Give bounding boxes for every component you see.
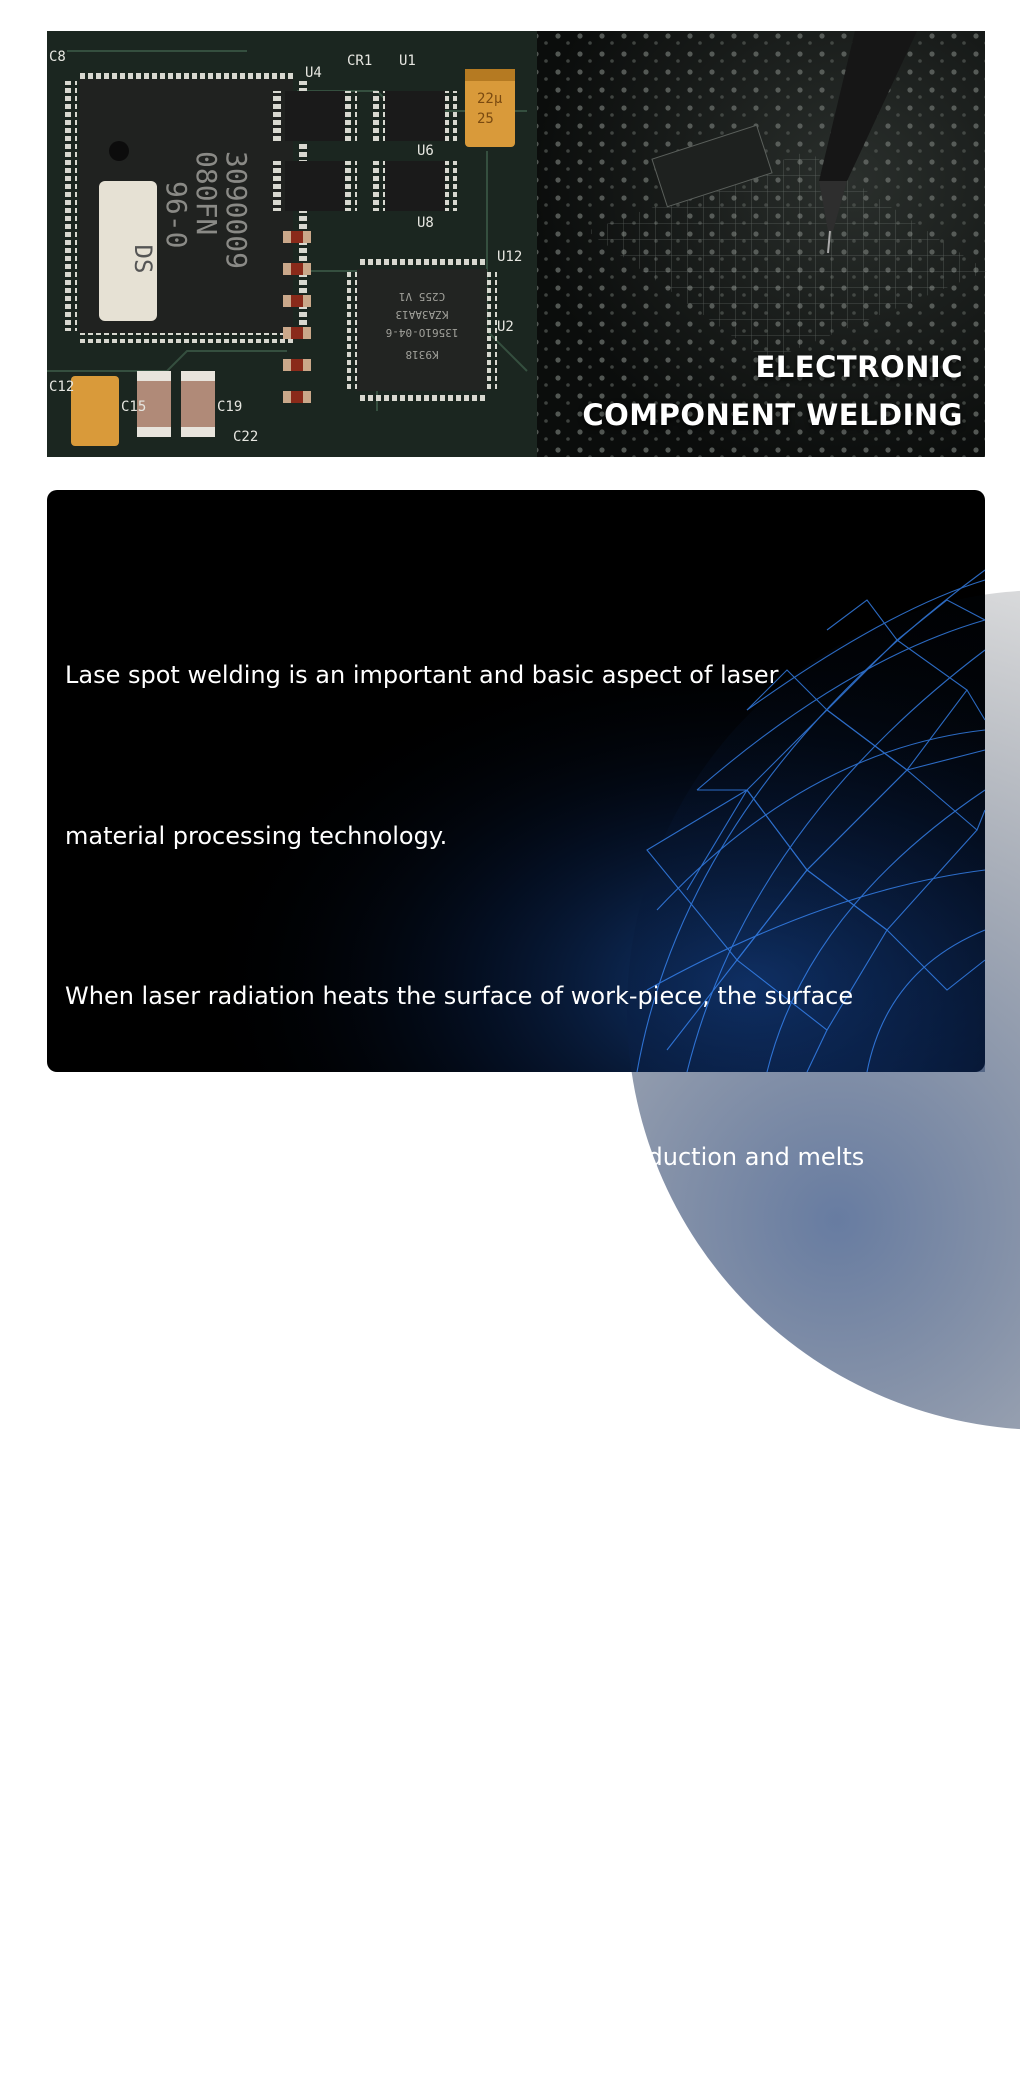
capacitor-label-1: 22μ xyxy=(477,91,503,107)
info-line-3: When laser radiation heats the surface of work-piece, the surface xyxy=(65,982,854,1010)
banner-title-line-1: ELECTRONIC xyxy=(755,350,963,384)
ref-cr1: CR1 xyxy=(347,53,373,69)
info-line-8: Because of this unique feature, it is widely used for spot welding, xyxy=(65,1784,851,1813)
info-line-5: the work piece by controlling the duration, energy, xyxy=(65,1303,684,1331)
ref-u4: U4 xyxy=(305,65,322,81)
qfp-label-1: C255 V1 xyxy=(398,290,446,303)
banner-title xyxy=(582,343,963,439)
info-line-2: material processing technology. xyxy=(65,821,448,850)
ref-u8: U8 xyxy=(417,215,434,231)
banner-title-line-2: COMPONENT WELDING xyxy=(582,398,963,432)
ref-c15: C15 xyxy=(121,399,147,415)
info-line-6: peak power and repeating frequency of laser pulse to form xyxy=(65,1463,774,1492)
qfp-label-2: KZA3AA13 xyxy=(395,308,449,321)
ref-c12: C12 xyxy=(49,379,75,395)
chip-sticker-text: DS xyxy=(129,244,157,274)
ref-u1: U1 xyxy=(399,53,416,69)
info-paragraph xyxy=(65,542,965,2094)
ref-c8: C8 xyxy=(49,49,66,65)
info-line-9: perforating, repairing, retipping and xyxy=(65,1945,498,1973)
ref-u6: U6 xyxy=(417,143,434,159)
info-panel xyxy=(47,490,985,1973)
info-line-7: specific molten pool. xyxy=(65,1624,314,1652)
chip-label-2: 080FN xyxy=(190,151,223,236)
banner-image xyxy=(47,31,985,457)
ref-u12: U12 xyxy=(497,249,523,265)
ref-c19: C19 xyxy=(217,399,243,415)
qfp-label-3: 13561O-04-6 xyxy=(385,326,459,339)
qfp-label-4: K9318 xyxy=(405,348,439,361)
ref-u2: U2 xyxy=(497,319,514,335)
info-line-1: Lase spot welding is an important and basic aspect of laser xyxy=(65,661,779,689)
chip-label-3: 3090009 xyxy=(220,151,253,270)
chip-label-1: 96-0 xyxy=(160,181,193,249)
info-line-4: heat diffuses to the interior through thermal conduction and melts xyxy=(65,1142,865,1171)
capacitor-label-2: 25 xyxy=(477,111,494,127)
ref-c22: C22 xyxy=(233,429,259,445)
